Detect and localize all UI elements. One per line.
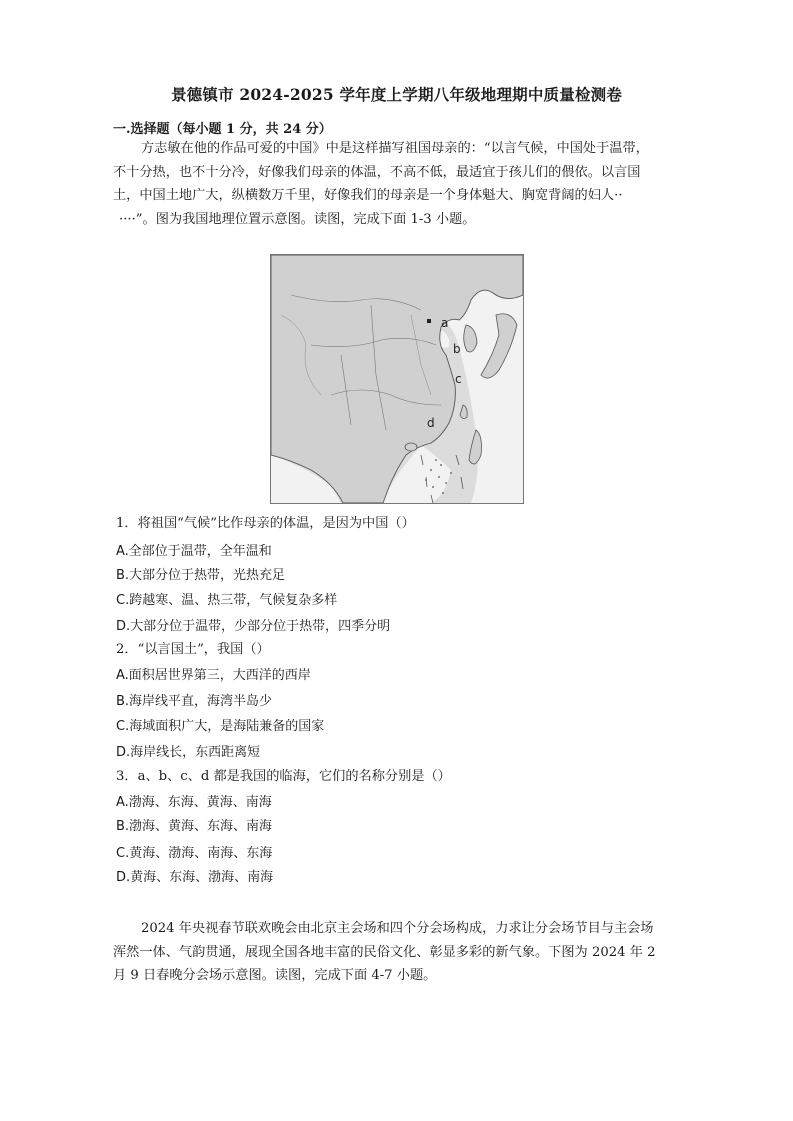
passage-1-line: ····”。图为我国地理位置示意图。读图，完成下面 1-3 小题。 [119,211,476,227]
question-1-stem: 1．将祖国“气候”比作母亲的体温，是因为中国（） [116,516,415,531]
question-1-option-c[interactable]: C.跨越寒、温、热三带，气候复杂多样 [116,593,338,608]
section-heading: 一.选择题（每小题 1 分，共 24 分） [113,122,332,137]
question-3-option-a[interactable]: A.渤海、东海、黄海、南海 [116,795,272,810]
question-1-option-b[interactable]: B.大部分位于热带，光热充足 [116,568,286,583]
passage-2 [113,917,681,988]
passage-1 [113,137,681,231]
question-3-option-b[interactable]: B.渤海、黄海、东海、南海 [116,819,273,834]
map-graphic [271,255,523,503]
passage-1-line: 不十分热，也不十分冷，好像我们母亲的体温，不高不低，最适宜于孩儿们的偎依。以言国 [113,164,641,180]
map-label-d: d [427,416,435,430]
question-2-option-a[interactable]: A.面积居世界第三，大西洋的西岸 [116,668,311,683]
question-2-option-b[interactable]: B.海岸线平直，海湾半岛少 [116,694,273,709]
passage-1-line: 方志敏在他的作品可爱的中国》中是这样描写祖国母亲的：“以言气候，中国处于温带， [141,141,649,156]
passage-1-line: 土，中国土地广大，纵横数万千里，好像我们的母亲是一个身体魁大、胸宽背阔的妇人·· [113,188,623,203]
question-1-option-a[interactable]: A.全部位于温带，全年温和 [116,544,272,559]
question-2-option-d[interactable]: D.海岸线长，东西距离短 [116,745,261,760]
passage-2-line: 2024 年央视春节联欢晚会由北京主会场和四个分会场构成，力求让分会场节目与主会场 [141,921,654,936]
china-location-map [270,254,524,504]
passage-2-line: 浑然一体、气韵贯通，展现全国各地丰富的民俗文化、彰显多彩的新气象。下图为 2024 年 2 [113,944,656,960]
map-label-b: b [453,342,461,356]
question-2-stem: 2．“以言国土”，我国（） [116,642,270,657]
question-3-option-c[interactable]: C.黄海、渤海、南海、东海 [116,846,273,861]
map-label-a: a [441,316,449,330]
question-2-option-c[interactable]: C.海域面积广大，是海陆兼备的国家 [116,719,325,734]
question-1-option-d[interactable]: D.大部分位于温带，少部分位于热带，四季分明 [116,619,391,634]
map-label-c: c [455,372,462,386]
question-3-option-d[interactable]: D.黄海、东海、渤海、南海 [116,870,274,885]
passage-2-line: 月 9 日春晚分会场示意图。读图，完成下面 4-7 小题。 [113,968,437,983]
question-3-stem: 3．a、b、c、d 都是我国的临海，它们的名称分别是（） [116,769,451,784]
exam-title: 景德镇市 2024-2025 学年度上学期八年级地理期中质量检测卷 [170,85,623,104]
